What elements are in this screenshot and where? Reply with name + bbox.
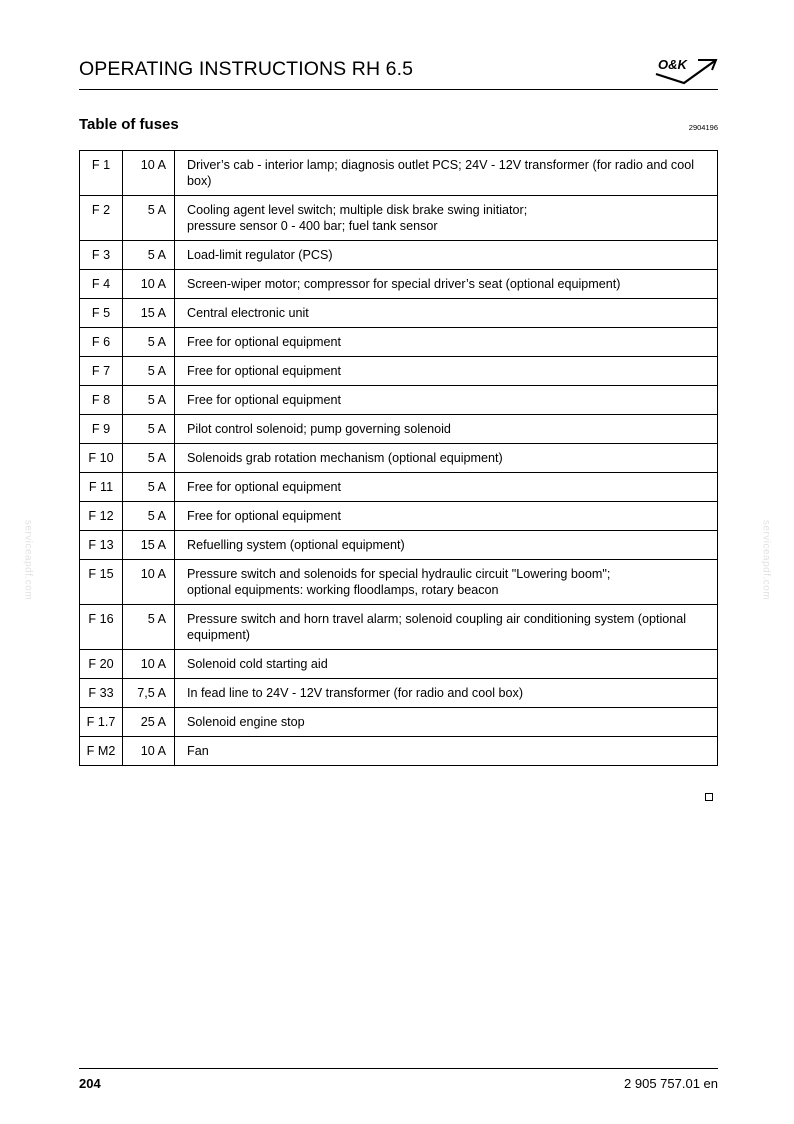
svg-text:O&K: O&K — [658, 57, 687, 72]
fuse-id-cell: F M2 — [80, 737, 123, 766]
fuse-row — [80, 299, 718, 328]
fuse-row — [80, 560, 718, 605]
fuse-id-cell: F 3 — [80, 241, 123, 270]
fuse-amperage-cell: 25 A — [123, 708, 175, 737]
fuse-id-cell: F 5 — [80, 299, 123, 328]
fuse-id-cell: F 8 — [80, 386, 123, 415]
header-rule — [79, 89, 718, 90]
fuse-row — [80, 531, 718, 560]
watermark-left: serviceapdf.com — [22, 519, 34, 601]
fuse-description-cell: Screen-wiper motor; compressor for special driver’s seat (optional equipment) — [175, 270, 718, 299]
fuse-amperage-cell: 5 A — [123, 241, 175, 270]
end-square-icon — [705, 793, 713, 801]
fuse-amperage-cell: 5 A — [123, 502, 175, 531]
fuse-id-cell: F 4 — [80, 270, 123, 299]
fuse-row — [80, 502, 718, 531]
section-code: 2904196 — [688, 123, 718, 132]
fuse-row — [80, 328, 718, 357]
fuse-row — [80, 196, 718, 241]
fuse-row — [80, 444, 718, 473]
fuse-description-cell: Fan — [175, 737, 718, 766]
fuse-id-cell: F 10 — [80, 444, 123, 473]
fuse-row — [80, 270, 718, 299]
watermark-right: serviceapdf.com — [760, 519, 772, 601]
fuse-row — [80, 473, 718, 502]
fuse-id-cell: F 1.7 — [80, 708, 123, 737]
section-title: Table of fuses — [79, 116, 179, 133]
fuse-amperage-cell: 5 A — [123, 357, 175, 386]
footer-rule — [79, 1068, 718, 1069]
fuse-id-cell: F 7 — [80, 357, 123, 386]
fuse-id-cell: F 2 — [80, 196, 123, 241]
fuse-table — [79, 150, 718, 766]
fuse-id-cell: F 33 — [80, 679, 123, 708]
fuse-description-cell: Load-limit regulator (PCS) — [175, 241, 718, 270]
fuse-amperage-cell: 10 A — [123, 270, 175, 299]
fuse-description-cell: Central electronic unit — [175, 299, 718, 328]
fuse-description-cell: Free for optional equipment — [175, 473, 718, 502]
fuse-amperage-cell: 7,5 A — [123, 679, 175, 708]
fuse-row — [80, 386, 718, 415]
fuse-amperage-cell: 10 A — [123, 650, 175, 679]
fuse-description-cell: Refuelling system (optional equipment) — [175, 531, 718, 560]
fuse-amperage-cell: 10 A — [123, 560, 175, 605]
page-number: 204 — [79, 1076, 101, 1091]
fuse-description-cell: Free for optional equipment — [175, 386, 718, 415]
fuse-id-cell: F 15 — [80, 560, 123, 605]
fuse-id-cell: F 9 — [80, 415, 123, 444]
fuse-table-body — [80, 151, 718, 766]
fuse-amperage-cell: 5 A — [123, 415, 175, 444]
fuse-amperage-cell: 15 A — [123, 299, 175, 328]
fuse-description-cell: Free for optional equipment — [175, 357, 718, 386]
fuse-description-cell: Solenoid engine stop — [175, 708, 718, 737]
fuse-row — [80, 415, 718, 444]
fuse-id-cell: F 6 — [80, 328, 123, 357]
fuse-row — [80, 605, 718, 650]
fuse-description-cell: Pilot control solenoid; pump governing solenoid — [175, 415, 718, 444]
fuse-row — [80, 357, 718, 386]
fuse-row — [80, 737, 718, 766]
fuse-id-cell: F 12 — [80, 502, 123, 531]
document-number: 2 905 757.01 en — [624, 1076, 718, 1091]
fuse-id-cell: F 13 — [80, 531, 123, 560]
fuse-amperage-cell: 15 A — [123, 531, 175, 560]
fuse-row — [80, 151, 718, 196]
fuse-amperage-cell: 5 A — [123, 196, 175, 241]
ok-logo-icon — [654, 52, 718, 86]
fuse-id-cell: F 11 — [80, 473, 123, 502]
fuse-description-cell: Solenoid cold starting aid — [175, 650, 718, 679]
fuse-amperage-cell: 5 A — [123, 605, 175, 650]
fuse-description-cell: Pressure switch and solenoids for special hydraulic circuit "Lowering boom"; optional equipments: working floodlamps, rotary beacon — [175, 560, 718, 605]
fuse-row — [80, 708, 718, 737]
fuse-id-cell: F 16 — [80, 605, 123, 650]
fuse-description-cell: Pressure switch and horn travel alarm; solenoid coupling air conditioning system (optional equipment) — [175, 605, 718, 650]
fuse-amperage-cell: 10 A — [123, 737, 175, 766]
fuse-id-cell: F 1 — [80, 151, 123, 196]
fuse-amperage-cell: 5 A — [123, 444, 175, 473]
fuse-amperage-cell: 5 A — [123, 473, 175, 502]
fuse-amperage-cell: 5 A — [123, 386, 175, 415]
fuse-amperage-cell: 5 A — [123, 328, 175, 357]
fuse-row — [80, 241, 718, 270]
fuse-description-cell: Free for optional equipment — [175, 502, 718, 531]
fuse-row — [80, 679, 718, 708]
fuse-row — [80, 650, 718, 679]
fuse-description-cell: Solenoids grab rotation mechanism (optional equipment) — [175, 444, 718, 473]
fuse-description-cell: Free for optional equipment — [175, 328, 718, 357]
fuse-id-cell: F 20 — [80, 650, 123, 679]
fuse-description-cell: Driver’s cab - interior lamp; diagnosis outlet PCS; 24V - 12V transformer (for radio and cool box) — [175, 151, 718, 196]
fuse-amperage-cell: 10 A — [123, 151, 175, 196]
fuse-description-cell: In fead line to 24V - 12V transformer (for radio and cool box) — [175, 679, 718, 708]
header-title: OPERATING INSTRUCTIONS RH 6.5 — [79, 58, 414, 80]
fuse-description-cell: Cooling agent level switch; multiple disk brake swing initiator; pressure sensor 0 - 400 bar; fuel tank sensor — [175, 196, 718, 241]
